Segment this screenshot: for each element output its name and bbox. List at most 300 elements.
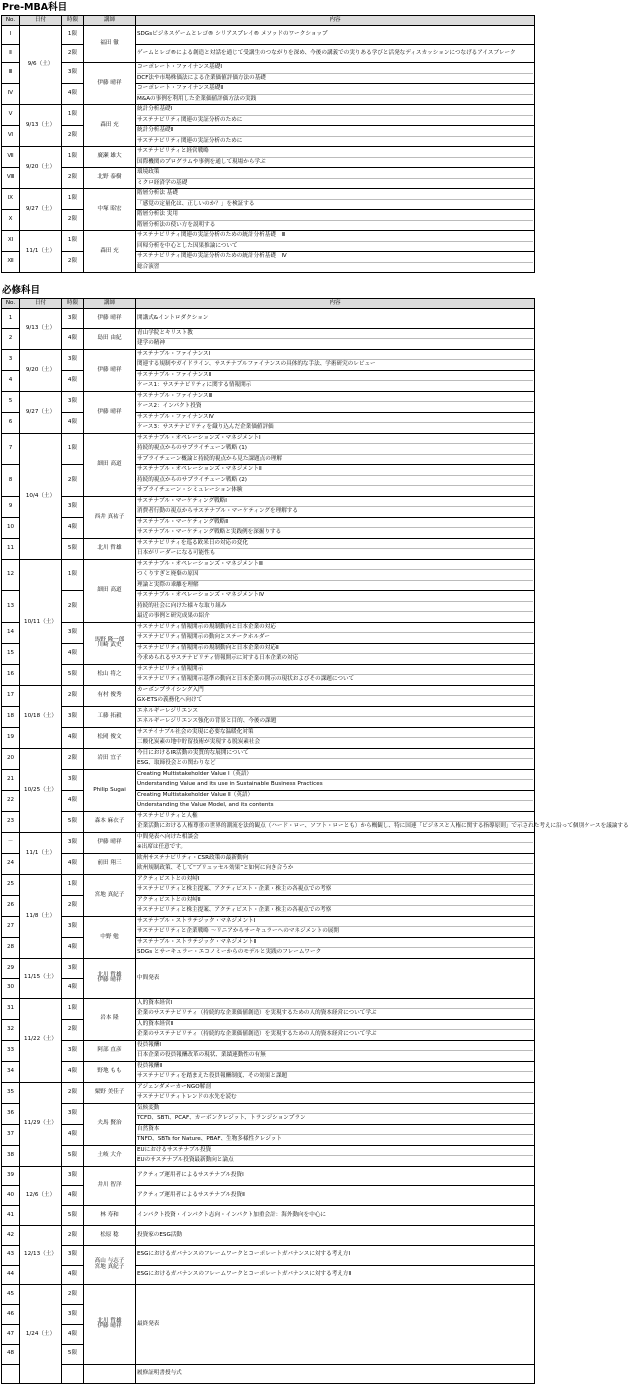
table-row — [2, 391, 535, 412]
table-row — [2, 895, 535, 916]
content-line: 回帰分析を中心とした因果推論について — [137, 241, 533, 252]
header-period: 時限 — [62, 299, 84, 309]
lecturer-name: 井川 智洋 — [97, 1182, 122, 1189]
table-header-row — [2, 299, 535, 309]
session-period: 3限 — [62, 916, 84, 937]
session-period: 4限 — [62, 328, 84, 349]
session-number: － — [2, 832, 20, 853]
session-number: 18 — [2, 706, 20, 727]
session-period: 3限 — [62, 1245, 84, 1265]
content-line: 持続的視点からのサプライチェーン戦略 (2) — [137, 475, 533, 486]
session-content — [136, 538, 535, 559]
table-row — [2, 559, 535, 591]
header-lecturer: 講師 — [84, 16, 136, 26]
lecturer-name: 北川 哲雄 — [97, 545, 122, 552]
session-number: 23 — [2, 811, 20, 832]
session-number: 45 — [2, 1285, 20, 1305]
session-lecturer — [84, 916, 136, 958]
content-line: TNFD、SBTs for Nature、PBAF、生物多様性クレジット — [137, 1134, 533, 1145]
session-content — [136, 465, 535, 497]
session-number: 20 — [2, 748, 20, 769]
content-line: サステナビリティ関連の実証分析のために — [137, 115, 533, 126]
content-line: サステナブル・マーケティング戦略Ⅰ — [137, 497, 227, 504]
content-line: 欧州規制政策、そして“ブリュッセル効果”と如何に向き合うか — [137, 863, 533, 874]
lecturer-name: 伊藤 晴祥 — [97, 977, 122, 984]
session-content — [136, 1124, 535, 1145]
session-period: 4限 — [62, 84, 84, 105]
table-row — [2, 1186, 535, 1206]
content-line: サステナブル・ファイナンスⅠ — [137, 350, 211, 357]
session-date: 10/11（土） — [20, 559, 62, 685]
session-number: 37 — [2, 1124, 20, 1145]
content-line: 階層分析法 基礎 — [137, 190, 178, 197]
session-date: 9/20（土） — [20, 349, 62, 391]
session-number: 16 — [2, 664, 20, 685]
table-row — [2, 349, 535, 370]
session-content — [136, 874, 535, 895]
content-line: 気候変動 — [137, 1104, 160, 1111]
content-line: 今日におけるIR活動の実質的な展開について — [137, 749, 249, 756]
table-header-row — [2, 16, 535, 26]
lecturer-name: 阿部 直彦 — [97, 1046, 122, 1053]
session-number: 3 — [2, 349, 20, 370]
table-row — [2, 517, 535, 538]
session-content — [136, 1285, 535, 1364]
content-line: 役員報酬Ⅱ — [137, 1062, 163, 1069]
table-row — [2, 538, 535, 559]
session-number — [2, 1364, 20, 1384]
session-content — [136, 916, 535, 937]
session-date: 9/13（土） — [20, 309, 62, 350]
session-content — [136, 1206, 535, 1226]
content-line: サステナビリティと株主提案、アクティビスト・企業・株主の各視点での考察 — [137, 884, 533, 895]
session-number: 9 — [2, 496, 20, 517]
session-period: 2限 — [62, 210, 84, 231]
session-content — [136, 126, 535, 147]
session-period: 3限 — [62, 1166, 84, 1186]
lecturer-name: 西井 真祐子 — [94, 513, 125, 520]
content-line: サステナビリティを巡る欧米日の対応の変化 — [137, 539, 248, 546]
session-period: 1限 — [62, 26, 84, 45]
session-content — [136, 790, 535, 811]
session-number: 32 — [2, 1019, 20, 1040]
table-row — [2, 1124, 535, 1145]
session-content — [136, 370, 535, 391]
lecturer-name: 伊藤 晴祥 — [97, 314, 122, 321]
content-line: 開講式&イントロダクション — [137, 314, 209, 321]
session-date: 9/6（土） — [20, 26, 62, 105]
content-line: サステナビリティと株主提案、アクティビスト・企業・株主の各視点での考察 — [137, 905, 533, 916]
content-line: カーボンプライシング入門 — [137, 686, 204, 693]
content-line: 統計分析基礎Ⅱ — [137, 127, 174, 134]
session-date: 12/6（土） — [20, 1166, 62, 1225]
lecturer-name: 細田 高道 — [97, 461, 122, 468]
session-content — [136, 706, 535, 727]
table-row — [2, 1019, 535, 1040]
table-row — [2, 328, 535, 349]
session-lecturer — [84, 559, 136, 622]
content-line: 統計分析基礎Ⅰ — [137, 106, 173, 113]
header-date: 日付 — [20, 299, 62, 309]
session-content — [136, 1082, 535, 1103]
content-line: サステナビリティ情報開示の動向とステークホルダー — [137, 632, 533, 643]
session-number: Ⅸ — [2, 189, 20, 210]
content-line: 企業のサステナビリティ（持続的な企業価値創造）を実現するための人的資本経営について学ぶ — [137, 1008, 533, 1019]
session-period: 3限 — [62, 349, 84, 370]
session-period: 4限 — [62, 412, 84, 433]
table-row — [2, 622, 535, 643]
session-period: 3限 — [62, 832, 84, 853]
content-line: TCFD、SBTi、PCAF、カーボンクレジット、トランジションプラン — [137, 1113, 533, 1124]
table-row — [2, 1206, 535, 1226]
session-number: 6 — [2, 412, 20, 433]
session-number: 38 — [2, 1145, 20, 1166]
session-number: 26 — [2, 895, 20, 916]
lecturer-name: 中塚 昭宏 — [97, 205, 122, 212]
session-number: 12 — [2, 559, 20, 591]
session-lecturer — [84, 309, 136, 329]
session-content — [136, 727, 535, 748]
session-period: 2限 — [62, 44, 84, 63]
session-number: 17 — [2, 685, 20, 706]
session-content — [136, 84, 535, 105]
session-date: 11/8（土） — [20, 874, 62, 958]
session-number: 25 — [2, 874, 20, 895]
session-period: 1限 — [62, 189, 84, 210]
session-number: 28 — [2, 937, 20, 958]
lecturer-name: 宮地 真紀子 — [94, 1264, 125, 1271]
content-line: アクティビストとの対峙Ⅰ — [137, 875, 200, 882]
session-period: 2限 — [62, 1225, 84, 1245]
table-row — [2, 1285, 535, 1305]
content-line: 役員報酬Ⅰ — [137, 1041, 162, 1048]
session-content — [136, 63, 535, 84]
session-date: 11/1（土） — [20, 231, 62, 273]
session-number: 15 — [2, 643, 20, 664]
content-line: コーポレート・ファイナンス基礎Ⅰ — [137, 64, 222, 71]
table-row — [2, 309, 535, 329]
content-line: サステナブル・ファイナンスⅣ — [137, 413, 214, 420]
table-row — [2, 937, 535, 958]
table-row — [2, 44, 535, 63]
content-line: 自然資本 — [137, 1125, 160, 1132]
content-line: SDGs とサーキュラー・エコノミーからのモデルと実践のフレームワーク — [137, 947, 533, 958]
session-lecturer — [84, 26, 136, 63]
content-line: エネルギーレジリエンス強化の背景と目的、今後の課題 — [137, 716, 533, 727]
header-period: 時限 — [62, 16, 84, 26]
content-line: サステナブル・オペレーションズ・マネジメントⅡ — [137, 466, 262, 473]
session-period: 4限 — [62, 643, 84, 664]
session-number: 7 — [2, 433, 20, 465]
table-row — [2, 916, 535, 937]
header-content: 内容 — [136, 16, 535, 26]
table-row — [2, 210, 535, 231]
session-period: 1限 — [62, 231, 84, 252]
lecturer-name: 川崎 武史 — [97, 642, 122, 649]
table-row — [2, 958, 535, 978]
session-period: 2限 — [62, 685, 84, 706]
header-lecturer: 講師 — [84, 299, 136, 309]
table-row — [2, 1245, 535, 1265]
content-line: サステナビリティ情報開示の規制動向と日本企業の対応Ⅱ — [137, 644, 279, 651]
content-line: 二酸化炭素の地中貯留技術が実現する脱炭素社会 — [137, 737, 533, 748]
header-date: 日付 — [20, 16, 62, 26]
session-lecturer — [84, 664, 136, 685]
session-period: 3限 — [62, 958, 84, 978]
lecturer-name: 細田 高道 — [97, 587, 122, 594]
session-content — [136, 44, 535, 63]
content-line: サステナビリティと企業戦略 ～リニアからサーキュラーへのマネジメントの展開 — [137, 926, 533, 937]
session-lecturer — [84, 349, 136, 391]
session-period: 4限 — [62, 1324, 84, 1344]
table-row — [2, 769, 535, 790]
session-period: 2限 — [62, 1019, 84, 1040]
session-content — [136, 1225, 535, 1245]
session-number: 44 — [2, 1265, 20, 1285]
session-lecturer — [84, 168, 136, 189]
session-period: 3限 — [62, 706, 84, 727]
required-schedule-table — [1, 298, 629, 1384]
session-period: 3限 — [62, 63, 84, 84]
content-line: コーポレート・ファイナンス基礎Ⅱ — [137, 85, 224, 92]
session-number: Ⅻ — [2, 252, 20, 273]
session-content — [136, 1245, 535, 1265]
table-row — [2, 706, 535, 727]
content-line: サステナビリティ関連の実証分析のための統計分析基礎 Ⅲ — [137, 232, 286, 239]
lecturer-name: 馬野 隆一郎 — [94, 636, 125, 643]
lecturer-name: 伊藤 晴祥 — [97, 366, 122, 373]
session-content — [136, 958, 535, 998]
session-lecturer — [84, 727, 136, 748]
session-period: 2限 — [62, 1285, 84, 1305]
session-period: 1限 — [62, 433, 84, 465]
session-content — [136, 1166, 535, 1186]
content-line: ケース1：サステナビリティに関する情報開示 — [137, 380, 533, 391]
session-number: 4 — [2, 370, 20, 391]
session-number: Ⅰ — [2, 26, 20, 45]
session-number: 34 — [2, 1061, 20, 1082]
lecturer-name: 有村 俊秀 — [97, 692, 122, 699]
table-row — [2, 685, 535, 706]
session-period: 2限 — [62, 168, 84, 189]
session-number: 40 — [2, 1186, 20, 1206]
lecturer-name: 野地 もも — [97, 1067, 122, 1074]
lecturer-name: 粟野 美佳子 — [94, 1088, 125, 1095]
session-number: 14 — [2, 622, 20, 643]
session-period: 2限 — [62, 748, 84, 769]
lecturer-name: 土岐 大介 — [97, 1151, 122, 1158]
session-content — [136, 412, 535, 433]
lecturer-name: 北野 泰樹 — [97, 174, 122, 181]
session-period: 4限 — [62, 853, 84, 874]
content-line: サステナビリティと経営戦略 — [137, 148, 209, 155]
session-number: Ⅺ — [2, 231, 20, 252]
session-number: Ⅳ — [2, 84, 20, 105]
session-number: 27 — [2, 916, 20, 937]
table-row — [2, 748, 535, 769]
session-content — [136, 853, 535, 874]
lecturer-name: 森田 充 — [100, 247, 119, 254]
content-line: サステイナブル社会の実現に必要な温暖化対策 — [137, 728, 254, 735]
session-number: Ⅴ — [2, 105, 20, 126]
table-row — [2, 643, 535, 664]
session-number: 35 — [2, 1082, 20, 1103]
table-row — [2, 811, 535, 832]
session-content — [136, 769, 535, 790]
session-number: 11 — [2, 538, 20, 559]
table-row — [2, 433, 535, 465]
content-line: サステナブル・マーケティング戦略と実践例を深掘りする — [137, 527, 533, 538]
session-number: Ⅷ — [2, 168, 20, 189]
content-line: 青山学院とキリスト教 — [137, 329, 193, 336]
content-line: サステナブル・ストラテジック・マネジメントⅡ — [137, 938, 257, 945]
session-content — [136, 998, 535, 1019]
session-number: Ⅹ — [2, 210, 20, 231]
session-content — [136, 231, 535, 252]
content-line: 環境政策 — [137, 169, 160, 176]
content-line: サステナブル・ストラテジック・マネジメントⅠ — [137, 917, 256, 924]
content-line: サプライチェーン概論と持続的視点から見た課題点の理解 — [137, 454, 533, 465]
session-period: 2限 — [62, 465, 84, 497]
session-lecturer — [84, 622, 136, 664]
content-line: つくりすぎと廃棄の原因 — [137, 569, 533, 580]
session-date: 11/22（土） — [20, 998, 62, 1082]
session-lecturer — [84, 874, 136, 916]
session-period: 4限 — [62, 937, 84, 958]
content-line: 「感覚の定量化は、正しいのか？」を検証する — [137, 199, 533, 210]
session-lecturer — [84, 1206, 136, 1226]
session-period: 4限 — [62, 1186, 84, 1206]
session-period: 5限 — [62, 1206, 84, 1226]
lecturer-name: 松岡 俊文 — [97, 734, 122, 741]
session-period: 3限 — [62, 1040, 84, 1061]
content-line: ESGにおけるガバナンスのフレームワークとコーポレートガバナンスに対する考え方Ⅰ — [137, 1251, 351, 1258]
session-number: 22 — [2, 790, 20, 811]
session-date: 11/1（土） — [20, 832, 62, 874]
content-line: サステナブル・オペレーションズ・マネジメントⅠ — [137, 434, 261, 441]
required-section-title: 必修科目 — [2, 285, 41, 297]
lecturer-name: 高山 与志子 — [94, 1258, 125, 1265]
session-period: 2限 — [62, 252, 84, 273]
session-lecturer — [84, 853, 136, 874]
session-number: Ⅲ — [2, 63, 20, 84]
session-content — [136, 391, 535, 412]
session-period: 3限 — [62, 496, 84, 517]
session-period: 4限 — [62, 1124, 84, 1145]
table-row — [2, 1225, 535, 1245]
lecturer-name: 森田 充 — [100, 121, 119, 128]
session-content — [136, 1145, 535, 1166]
session-content — [136, 1265, 535, 1285]
session-content — [136, 811, 629, 832]
session-number: Ⅵ — [2, 126, 20, 147]
session-number: 39 — [2, 1166, 20, 1186]
session-number: Ⅶ — [2, 147, 20, 168]
table-row — [2, 496, 535, 517]
session-content — [136, 349, 535, 370]
session-number: 29 — [2, 958, 20, 978]
session-date: 9/27（土） — [20, 189, 62, 231]
content-line: 投資家のESG活動 — [137, 1231, 182, 1238]
session-lecturer — [84, 328, 136, 349]
session-lecturer — [84, 1103, 136, 1145]
content-line: Creating Multistakeholder Value Ⅱ（英語） — [137, 791, 254, 798]
session-number: 5 — [2, 391, 20, 412]
session-content — [136, 26, 535, 45]
content-line: インパクト投資・インパクト志向・インパクト加重会計：海外動向を中心に — [137, 1211, 327, 1218]
session-content — [136, 517, 535, 538]
session-lecturer — [84, 147, 136, 168]
content-line: 総合演習 — [137, 262, 533, 273]
content-line: ケース3：サステナビリティを織り込んだ企業価値評価 — [137, 422, 533, 433]
session-content — [136, 1019, 535, 1040]
session-lecturer — [84, 685, 136, 706]
content-line: サステナブル・オペレーションズ・マネジメントⅢ — [137, 560, 263, 567]
session-number: 24 — [2, 853, 20, 874]
session-date: 11/29（土） — [20, 1082, 62, 1166]
session-date: 10/4（土） — [20, 433, 62, 559]
content-line: GX-ETSの義務化へ向けて — [137, 695, 533, 706]
session-lecturer — [84, 958, 136, 998]
session-number: 36 — [2, 1103, 20, 1124]
table-row — [2, 790, 535, 811]
session-period: 4限 — [62, 1061, 84, 1082]
session-lecturer — [84, 1082, 136, 1103]
pre-mba-table-body — [2, 26, 535, 273]
session-lecturer — [84, 496, 136, 538]
session-period: 4限 — [62, 370, 84, 391]
lecturer-name: 北川 哲雄 — [97, 1317, 122, 1324]
content-line: 持続的社会に向けた様々な取り組み — [137, 601, 533, 612]
content-line: 今求められるサステナビリティ情報開示に対する日本企業の対応 — [137, 653, 533, 664]
lecturer-name: 伊藤 晴祥 — [97, 1323, 122, 1330]
session-period: 2限 — [62, 591, 84, 623]
table-row — [2, 63, 535, 84]
content-line: サステナブル・マーケティング戦略Ⅱ — [137, 518, 229, 525]
session-period: 4限 — [62, 1265, 84, 1285]
content-line: ESG、取締役会との関わりなど — [137, 758, 533, 769]
session-lecturer — [84, 189, 136, 231]
content-line: 企業活動における人権尊重の世界的潮流を法的観点（ハード・ロー、ソフト・ローとも）から概観し、特に国連「ビジネスと人権に関する指導原則」で示された考えに沿って個別ケースを議論する — [137, 821, 533, 832]
table-row — [2, 252, 535, 273]
session-lecturer — [84, 105, 136, 147]
session-content — [136, 1061, 535, 1082]
session-lecturer — [84, 231, 136, 273]
session-number: 2 — [2, 328, 20, 349]
session-number: 10 — [2, 517, 20, 538]
table-row — [2, 1145, 535, 1166]
lecturer-name: 中野 勉 — [100, 933, 119, 940]
content-line: サステナビリティ関連の実証分析のための統計分析基礎 Ⅳ — [137, 253, 287, 260]
session-lecturer — [84, 998, 136, 1040]
table-row — [2, 727, 535, 748]
lecturer-name: Philip Sugai — [93, 786, 126, 793]
session-period: 5限 — [62, 538, 84, 559]
content-line: アクティブ運用者によるサステナブル投資Ⅰ — [137, 1172, 244, 1179]
session-content — [136, 622, 535, 643]
lecturer-name: 島田 由紀 — [97, 335, 122, 342]
session-lecturer — [84, 1245, 136, 1285]
session-number: 13 — [2, 591, 20, 623]
content-line: 持続的視点からのサプライチェーン戦略 (1) — [137, 443, 533, 454]
session-date: 12/13（土） — [20, 1225, 62, 1284]
session-content — [136, 252, 535, 273]
pre-mba-section-title: Pre-MBA科目 — [2, 2, 68, 13]
session-number: 42 — [2, 1225, 20, 1245]
session-number: 30 — [2, 978, 20, 998]
session-content — [136, 559, 535, 591]
content-line: 人的資本経営Ⅰ — [137, 999, 173, 1006]
